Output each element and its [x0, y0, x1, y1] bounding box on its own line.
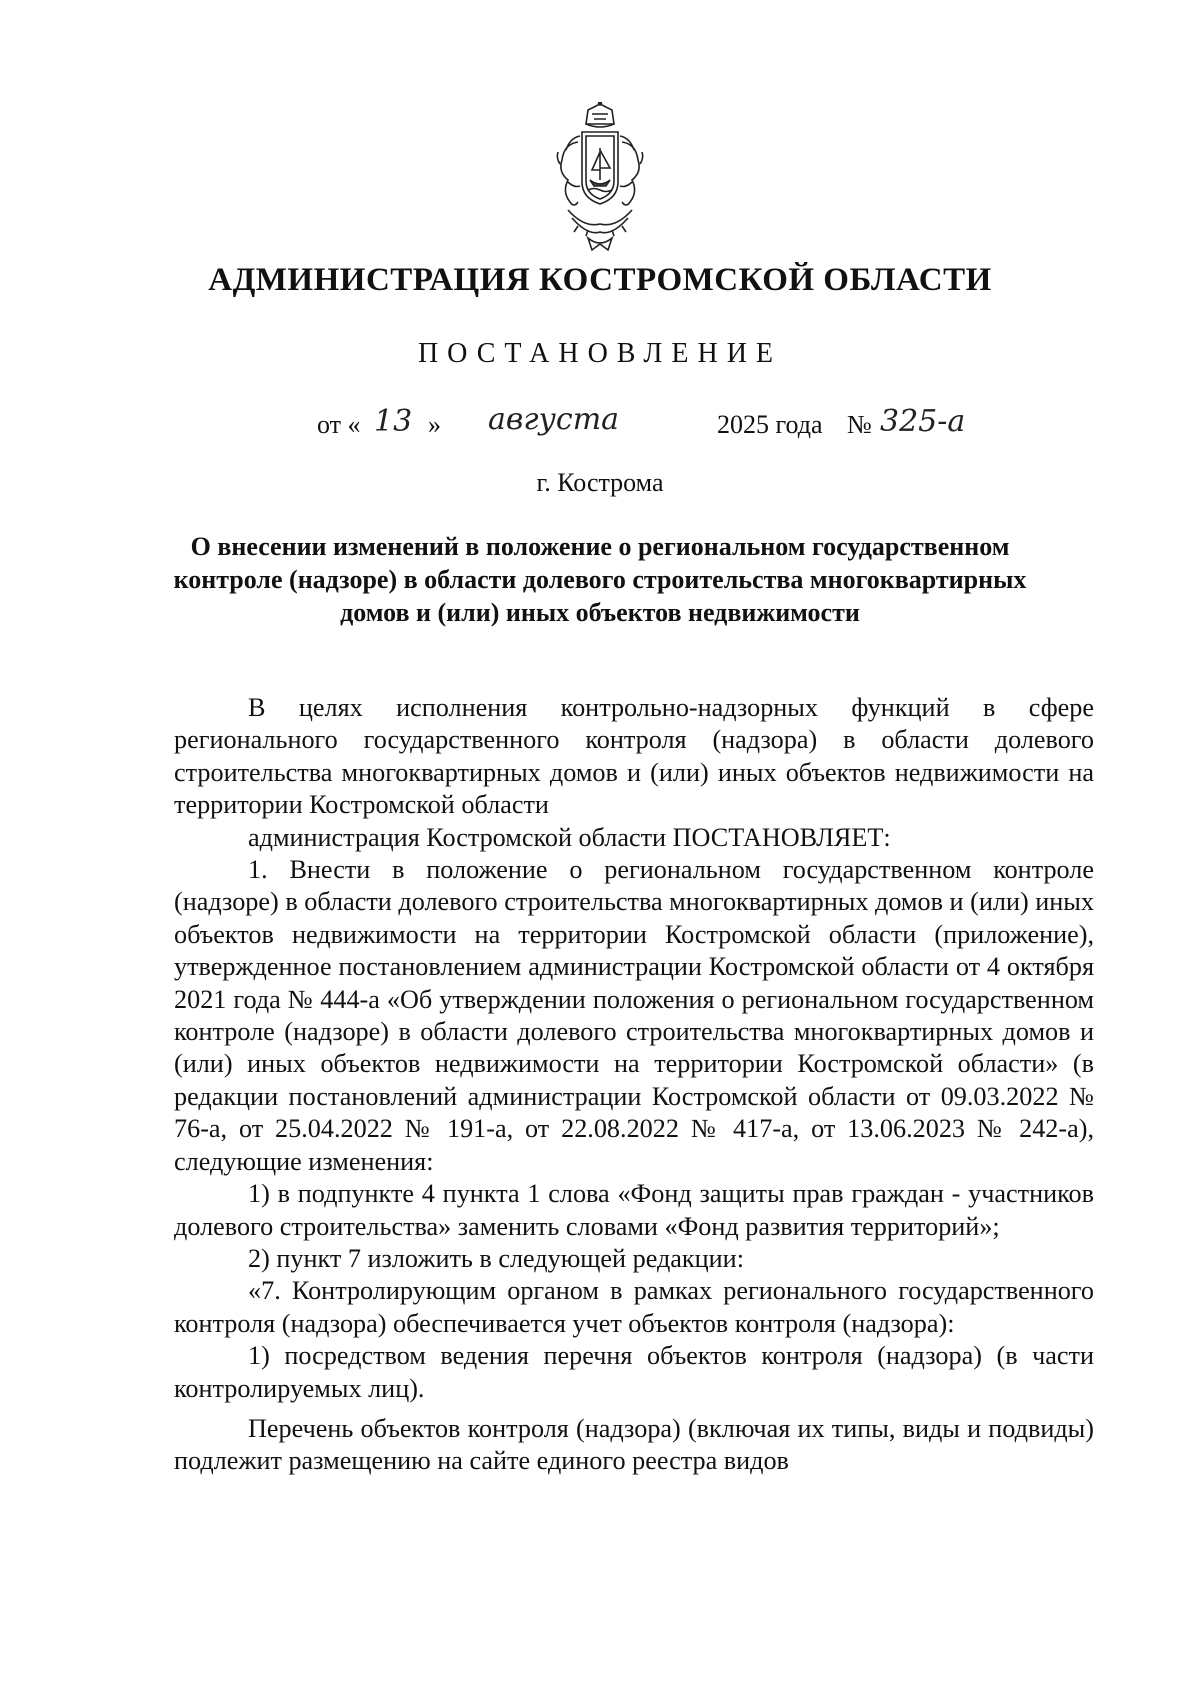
paragraph: 2) пункт 7 изложить в следующей редакции:	[248, 1243, 744, 1273]
document-type: ПОСТАНОВЛЕНИЕ	[417, 338, 783, 369]
paragraph: 1) посредством ведения перечня объектов контроля (надзора) (в части контролируемых лиц).	[174, 1341, 1094, 1403]
paragraph: Перечень объектов контроля (надзора) (включая их типы, виды и подвиды) подлежит размещению на сайте единого реестра видов	[174, 1413, 1094, 1476]
document-body	[174, 692, 1094, 1478]
paragraph: «7. Контролирующим органом в рамках регионального государственного контроля (надзора) обеспечивается учет объектов контроля (надзора):	[174, 1276, 1094, 1338]
paragraph: администрация Костромской области ПОСТАНОВЛЯЕТ:	[248, 822, 891, 852]
document-title: О внесении изменений в положение о региональном государственном контроле (надзоре) в области долевого строительства многоквартирных домов и (или) иных объектов недвижимости	[173, 532, 1027, 627]
number-label: №	[847, 410, 872, 439]
date-line	[0, 404, 1200, 454]
date-day: 13	[374, 404, 413, 439]
document-number: 325-а	[880, 404, 966, 439]
date-year: 2025 года	[717, 410, 823, 439]
paragraph: В целях исполнения контрольно-надзорных функций в сфере регионального государственного контроля (надзора) в области долевого строительства многоквартирных домов и (или) иных объектов недвижимости на территории Костромской области	[174, 693, 1094, 820]
paragraph: 1) в подпункте 4 пункта 1 слова «Фонд защиты прав граждан - участников долевого строительства» заменить словами «Фонд развития территорий»;	[174, 1179, 1094, 1241]
organization-name: АДМИНИСТРАЦИЯ КОСТРОМСКОЙ ОБЛАСТИ	[208, 262, 992, 298]
date-day-close: »	[428, 410, 441, 439]
date-month: августа	[488, 402, 620, 437]
city: г. Кострома	[536, 468, 664, 497]
paragraph: 1. Внести в положение о региональном государственном контроле (надзоре) в области долевого строительства многоквартирных домов и (или) иных объектов недвижимости на территории Костромской области (приложение), утвержденное постановлением администрации Костромской области от 4 октября 2021 года № 444-а «Об утверждении положения о региональном государственном контроле (надзоре) в области долевого строительства многоквартирных домов и (или) иных объектов недвижимости на территории Костромской области» (в редакции постановлений администрации Костромской области от 09.03.2022 № 76-а, от 25.04.2022 № 191-а, от 22.08.2022 № 417-а, от 13.06.2023 № 242-а), следующие изменения:	[174, 855, 1094, 1176]
date-prefix: от «	[317, 410, 361, 439]
kostroma-coat-of-arms-icon	[548, 102, 652, 254]
